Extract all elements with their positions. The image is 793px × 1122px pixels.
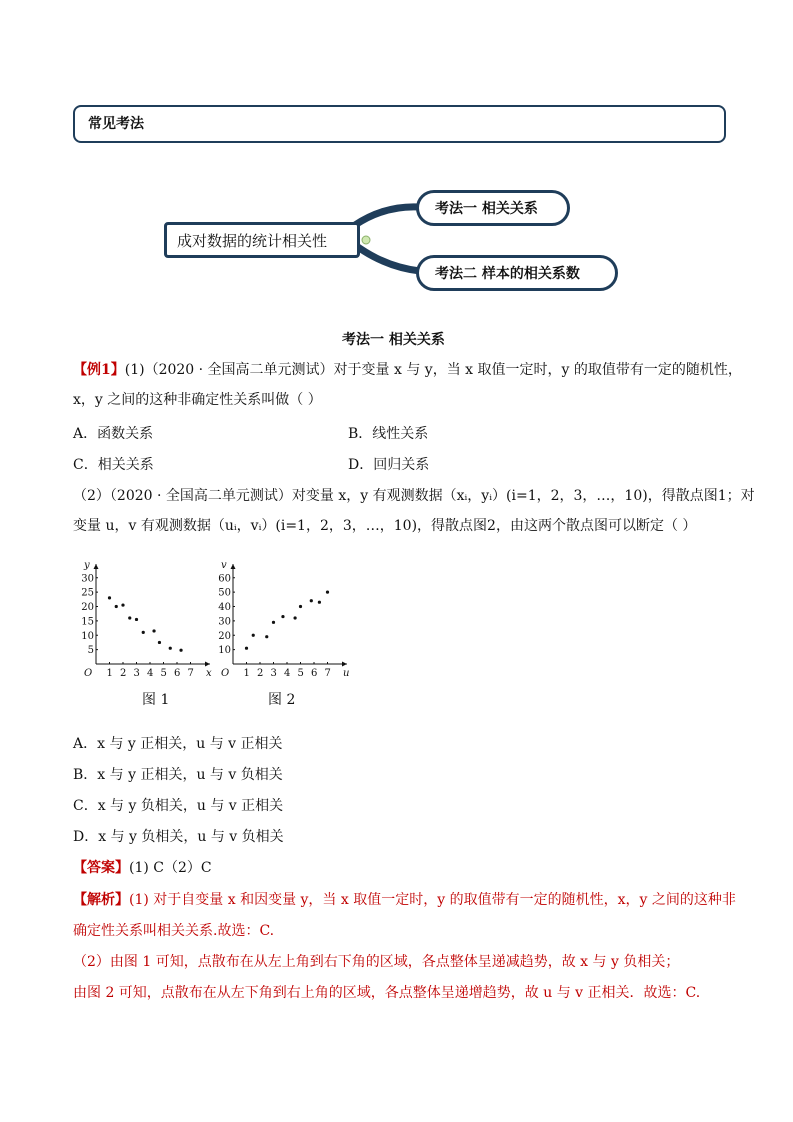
- y-tick-label: 20: [218, 630, 231, 642]
- mindmap-root: [164, 222, 360, 258]
- x-tick-label: 6: [311, 668, 318, 679]
- analysis-line2: 确定性关系叫相关关系.故选：C.: [73, 923, 275, 939]
- data-point: [128, 616, 131, 619]
- data-point: [142, 631, 145, 634]
- analysis-line4: 由图 2 可知，点散布在从左下角到右上角的区域，各点整体呈递增趋势，故 u 与 v 正相关．故选：C.: [73, 985, 701, 1001]
- y-tick-label: 5: [87, 645, 94, 657]
- analysis-line1: [73, 890, 736, 910]
- x-tick-label: 1: [106, 668, 113, 679]
- data-point: [115, 605, 118, 608]
- data-point: [272, 621, 275, 624]
- x-tick-label: 2: [257, 668, 264, 679]
- y-tick-label: 20: [81, 602, 94, 613]
- data-point: [252, 634, 255, 637]
- option-a: A．函数关系: [73, 426, 154, 442]
- data-point: [108, 596, 111, 599]
- x-tick-label: 5: [160, 668, 167, 679]
- data-point: [310, 599, 313, 602]
- mindmap-branch-1: [416, 190, 570, 226]
- y-tick-label: 10: [81, 630, 94, 642]
- x-axis-arrow: [205, 662, 210, 667]
- y-axis-arrow: [231, 564, 236, 569]
- section-header-box: [73, 105, 726, 143]
- x-tick-label: 1: [243, 668, 250, 679]
- x-tick-label: 7: [324, 668, 331, 679]
- example1-line1: [73, 360, 742, 380]
- y-tick-label: 50: [218, 587, 231, 599]
- answer-line: [73, 858, 212, 878]
- y-tick-label: 40: [218, 602, 231, 613]
- analysis-line3: （2）由图 1 可知，点散布在从左上角到右下角的区域，各点整体呈递减趋势，故 x 与 y 负相关；: [73, 954, 680, 970]
- data-point: [281, 615, 284, 618]
- mindmap-branch-1-label: 考法一 相关关系: [435, 201, 538, 217]
- data-point: [169, 647, 172, 650]
- origin-label: O: [221, 668, 230, 679]
- choice-b: B．x 与 y 正相关，u 与 v 负相关: [73, 767, 283, 783]
- data-point: [265, 635, 268, 638]
- x-axis-arrow: [342, 662, 347, 667]
- mindmap-branch-2-label: 考法二 样本的相关系数: [435, 266, 580, 282]
- y-tick-label: 10: [218, 645, 231, 657]
- data-point: [135, 618, 138, 621]
- analysis-tag: 【解析】: [73, 892, 129, 908]
- mindmap-branch-2: [416, 255, 618, 291]
- data-point: [179, 649, 182, 652]
- section-header-title: 常见考法: [88, 116, 144, 132]
- x-tick-label: 3: [270, 668, 277, 679]
- option-d: D．回归关系: [348, 457, 430, 473]
- data-point: [158, 641, 161, 644]
- x-tick-label: 3: [133, 668, 140, 679]
- y-tick-label: 30: [218, 616, 231, 628]
- y-axis-label: v: [221, 560, 227, 571]
- x-axis-label: u: [343, 668, 350, 679]
- mindmap-root-label: 成对数据的统计相关性: [177, 231, 328, 250]
- x-tick-label: 4: [147, 668, 154, 679]
- section-title: 考法一 相关关系: [342, 332, 445, 348]
- answer-tag: 【答案】: [73, 860, 129, 876]
- y-tick-label: 15: [81, 616, 94, 628]
- example-tag: 【例1】: [73, 362, 125, 378]
- x-axis-label: x: [206, 668, 212, 679]
- data-point: [245, 647, 248, 650]
- data-point: [326, 591, 329, 594]
- x-tick-label: 7: [187, 668, 194, 679]
- data-point: [121, 603, 124, 606]
- analysis-text-1: (1) 对于自变量 x 和因变量 y，当 x 取值一定时，y 的取值带有一定的随机性，x，y 之间的这种非: [129, 892, 736, 908]
- scatter-chart-1: [78, 560, 218, 685]
- scatter-chart-2: [215, 560, 355, 685]
- data-point: [299, 605, 302, 608]
- example1-part2-line2: 变量 u，v 有观测数据（uᵢ，vᵢ）(i=1，2，3，…，10)，得散点图2，由这两个散点图可以断定（ ）: [73, 518, 697, 534]
- x-tick-label: 5: [297, 668, 304, 679]
- choice-d: D．x 与 y 负相关，u 与 v 负相关: [73, 829, 284, 845]
- x-tick-label: 4: [284, 668, 291, 679]
- y-axis-arrow: [94, 564, 99, 569]
- y-tick-label: 60: [218, 573, 231, 585]
- x-tick-label: 6: [174, 668, 181, 679]
- option-b: B．线性关系: [348, 426, 429, 442]
- origin-label: O: [84, 668, 93, 679]
- choice-c: C．x 与 y 负相关，u 与 v 正相关: [73, 798, 284, 814]
- example1-part2-line1: （2）（2020 · 全国高二单元测试）对变量 x，y 有观测数据（xᵢ，yᵢ）(i=1，2，3，…，10)，得散点图1；对: [73, 488, 755, 504]
- option-c: C．相关关系: [73, 457, 154, 473]
- chart-2-caption: 图 2: [268, 692, 296, 708]
- data-point: [152, 629, 155, 632]
- choice-a: A．x 与 y 正相关，u 与 v 正相关: [73, 736, 283, 752]
- example1-part1-text: (1)（2020 · 全国高二单元测试）对于变量 x 与 y，当 x 取值一定时，y 的取值带有一定的随机性，: [124, 362, 742, 378]
- data-point: [294, 616, 297, 619]
- y-tick-label: 25: [81, 587, 94, 599]
- chart-1-caption: 图 1: [142, 692, 170, 708]
- x-tick-label: 2: [120, 668, 127, 679]
- y-axis-label: y: [84, 560, 90, 571]
- y-tick-label: 30: [81, 573, 94, 585]
- example1-line2: x，y 之间的这种非确定性关系叫做（ ）: [73, 392, 322, 408]
- data-point: [318, 601, 321, 604]
- answer-text: (1) C（2）C: [129, 860, 212, 876]
